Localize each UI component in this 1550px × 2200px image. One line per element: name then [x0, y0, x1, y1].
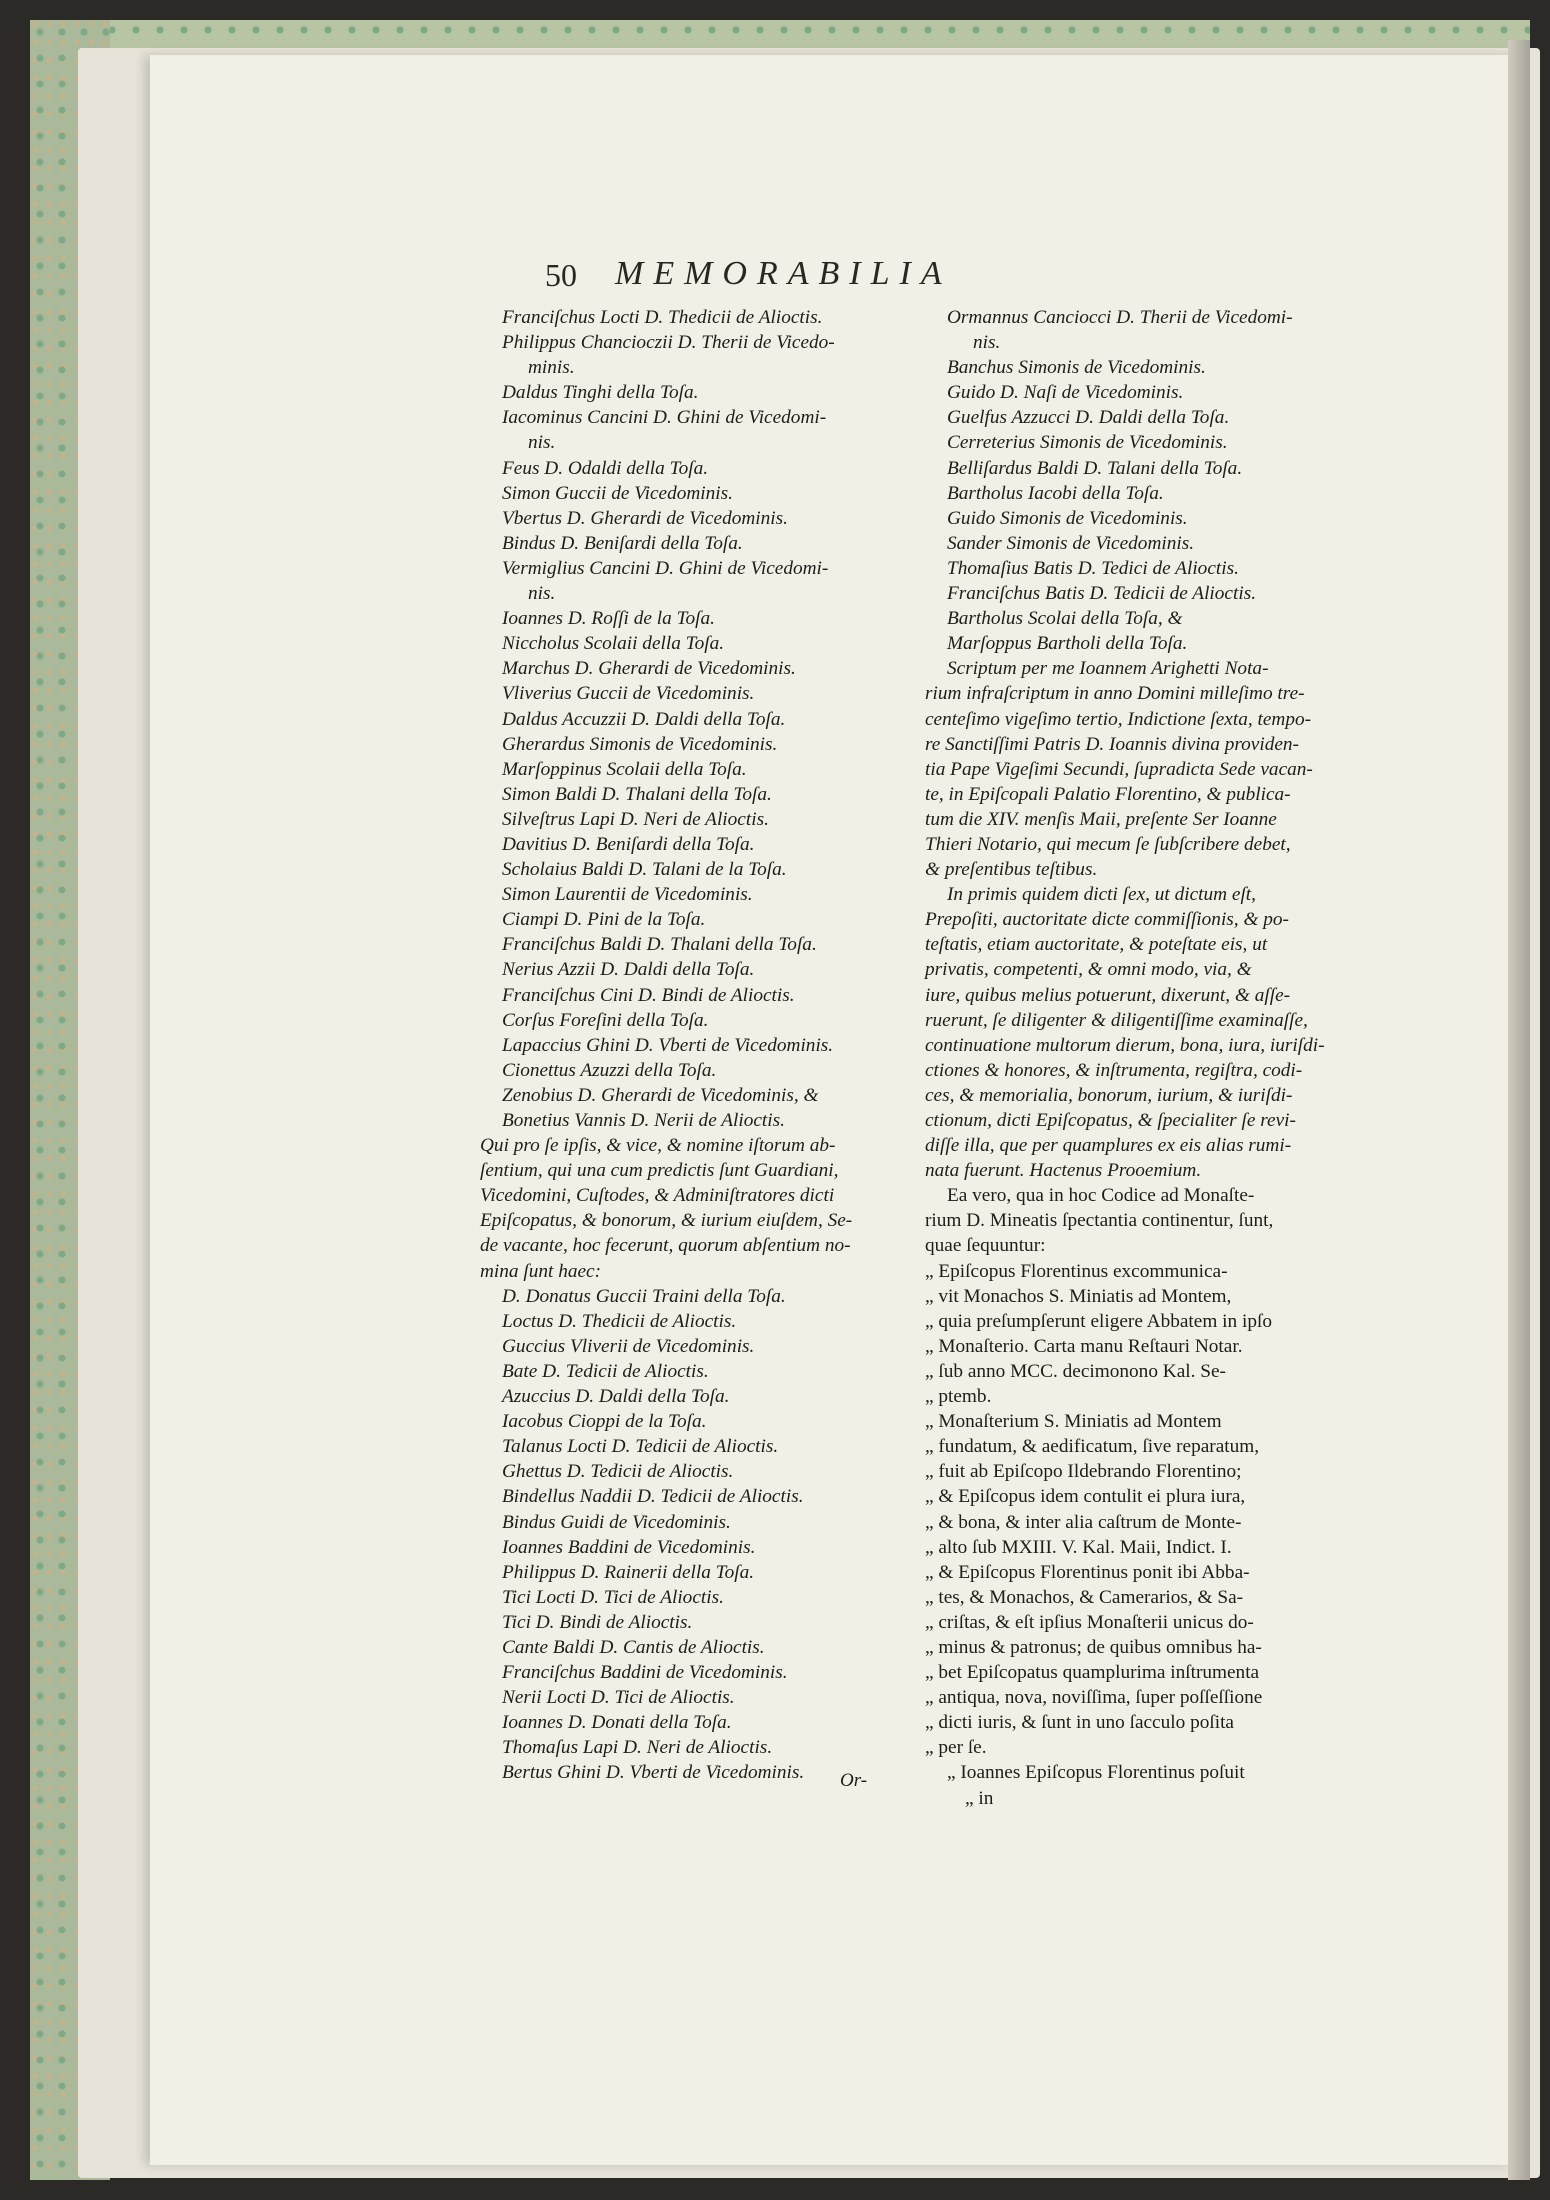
page-number: 50 [545, 257, 577, 293]
right-column-line: Ea vero, qua in hoc Codice ad Monaſte- [947, 1185, 1255, 1207]
left-column-line: Davitius D. Beniſardi della Toſa. [502, 833, 755, 855]
right-text-column [925, 305, 1403, 1811]
left-column-line: Lapaccius Ghini D. Vberti de Vicedominis. [502, 1034, 834, 1056]
right-column-line: & preſentibus teſtibus. [925, 859, 1098, 881]
right-column-line: „ fuit ab Epiſcopo Ildebrando Florentino; [925, 1461, 1242, 1483]
page-header [545, 255, 1145, 295]
left-column-line: Philippus D. Rainerii della Toſa. [502, 1561, 755, 1583]
left-column-line: Niccholus Scolaii della Toſa. [502, 633, 725, 655]
left-column-line: Feus D. Odaldi della Toſa. [502, 457, 709, 479]
left-column-line: Tici D. Bindi de Alioctis. [502, 1611, 693, 1633]
right-column-line: rium infraſcriptum in anno Domini milleſimo tre- [925, 683, 1305, 705]
left-column-line: Thomaſus Lapi D. Neri de Alioctis. [502, 1737, 773, 1759]
right-column-line: ctiones & honores, & inſtrumenta, regiſtra, codi- [925, 1059, 1303, 1081]
catchword: Or- [840, 1770, 868, 1791]
left-column-line: Philippus Chancioczii D. Therii de Vicedo- [502, 332, 835, 354]
running-title: MEMORABILIA [615, 255, 952, 292]
left-column-line: Bindus D. Beniſardi della Toſa. [502, 532, 743, 554]
left-column-line: Nerius Azzii D. Daldi della Toſa. [502, 959, 755, 981]
right-column-line: „ in [965, 1787, 994, 1809]
left-column-line: Franciſchus Baldi D. Thalani della Toſa. [502, 934, 817, 956]
right-column-line: diſſe illa, que per quamplures ex eis alias rumi- [925, 1135, 1292, 1157]
left-column-line: Scholaius Baldi D. Talani de la Toſa. [502, 859, 787, 881]
right-column-line: „ criſtas, & eſt ipſius Monaſterii unicus do- [925, 1611, 1254, 1633]
right-column-line: nis. [973, 332, 1001, 354]
right-column-line: Guelfus Azzucci D. Daldi della Toſa. [947, 407, 1230, 429]
right-column-line: ctionum, dicti Epiſcopatus, & ſpecialiter ſe revi- [925, 1110, 1296, 1131]
right-column-line: „ Monaſterio. Carta manu Reſtauri Notar. [925, 1335, 1243, 1357]
left-column-line: Franciſchus Locti D. Thedicii de Alioctis. [502, 307, 823, 328]
right-column-line: Bartholus Iacobi della Toſa. [947, 482, 1164, 504]
left-column-line: Bonetius Vannis D. Nerii de Alioctis. [502, 1110, 785, 1131]
right-column-line: Cerreterius Simonis de Vicedominis. [947, 432, 1228, 454]
right-column-line: Belliſardus Baldi D. Talani della Toſa. [947, 457, 1243, 479]
left-column-line: Simon Guccii de Vicedominis. [502, 482, 733, 504]
left-column-line: Bate D. Tedicii de Alioctis. [502, 1360, 709, 1382]
left-column-line: de vacante, hoc fecerunt, quorum abſentium no- [480, 1235, 851, 1257]
right-column-line: Guido Simonis de Vicedominis. [947, 507, 1188, 529]
right-column-line: Guido D. Naſi de Vicedominis. [947, 382, 1184, 404]
left-column-line: Qui pro ſe ipſis, & vice, & nomine iſtorum ab- [480, 1135, 836, 1157]
left-column-line: Guccius Vliverii de Vicedominis. [502, 1335, 755, 1357]
left-column-line: Azuccius D. Daldi della Toſa. [502, 1386, 730, 1408]
left-column-line: Ioannes D. Roſſi de la Toſa. [502, 608, 715, 630]
right-column-line: iure, quibus melius potuerunt, dixerunt, & aſſe- [925, 984, 1291, 1006]
right-column-line: tia Pape Vigeſimi Secundi, ſupradicta Sede vacan- [925, 758, 1313, 780]
right-column-line: In primis quidem dicti ſex, ut dictum eſt, [947, 884, 1256, 906]
right-column-line: Thomaſius Batis D. Tedici de Alioctis. [947, 557, 1239, 579]
right-column-line: „ Monaſterium S. Miniatis ad Montem [925, 1411, 1222, 1433]
right-column-line: „ Epiſcopus Florentinus excommunica- [925, 1260, 1228, 1282]
left-column-line: Marſoppinus Scolaii della Toſa. [502, 758, 747, 780]
right-column-line: „ antiqua, nova, noviſſima, ſuper poſſeſſione [925, 1687, 1263, 1709]
left-column-line: Silveſtrus Lapi D. Neri de Alioctis. [502, 808, 769, 830]
right-column-line: „ dicti iuris, & ſunt in uno ſacculo poſita [925, 1712, 1234, 1734]
left-column-line: Bindellus Naddii D. Tedicii de Alioctis. [502, 1486, 804, 1508]
right-column-line: „ & Epiſcopus Florentinus ponit ibi Abba- [925, 1561, 1250, 1583]
right-column-line: Marſoppus Bartholi della Toſa. [947, 633, 1188, 655]
right-column-line: re Sanctiſſimi Patris D. Ioannis divina providen- [925, 733, 1299, 755]
left-column-line: Simon Laurentii de Vicedominis. [502, 884, 753, 906]
right-column-line: „ Ioannes Epiſcopus Florentinus poſuit [947, 1762, 1245, 1784]
left-column-line: Simon Baldi D. Thalani della Toſa. [502, 783, 772, 805]
right-column-line: Franciſchus Batis D. Tedicii de Alioctis. [947, 583, 1257, 605]
left-column-line: Vicedomini, Cuſtodes, & Adminiſtratores dicti [480, 1185, 835, 1207]
left-column-line: Ghettus D. Tedicii de Alioctis. [502, 1461, 734, 1483]
page-gutter-right [1508, 40, 1530, 2180]
left-column-line: minis. [528, 357, 575, 379]
right-column-line: Prepoſiti, auctoritate dicte commiſſionis, & po- [925, 909, 1289, 931]
left-column-line: Daldus Tinghi della Toſa. [502, 382, 699, 404]
right-column-line: quae ſequuntur: [925, 1235, 1046, 1257]
left-column-line: Daldus Accuzzii D. Daldi della Toſa. [502, 708, 786, 730]
right-column-line: „ per ſe. [925, 1737, 987, 1759]
right-column-line: continuatione multorum dierum, bona, iura, iuriſdi- [925, 1034, 1325, 1056]
left-column-line: Ioannes Baddini de Vicedominis. [502, 1536, 756, 1558]
left-column-line: Ciampi D. Pini de la Toſa. [502, 909, 706, 931]
left-column-line: Cante Baldi D. Cantis de Alioctis. [502, 1636, 765, 1658]
left-column-line: Vermiglius Cancini D. Ghini de Vicedomi- [502, 557, 829, 579]
right-column-line: tum die XIV. menſis Maii, preſente Ser Ioanne [925, 808, 1277, 830]
left-column-line: nis. [528, 432, 556, 454]
left-column-line: Iacobus Cioppi de la Toſa. [502, 1411, 707, 1433]
right-column-line: rium D. Mineatis ſpectantia continentur, ſunt, [925, 1210, 1274, 1232]
left-column-line: nis. [528, 583, 556, 605]
right-column-line: te, in Epiſcopali Palatio Florentino, & publica- [925, 783, 1291, 805]
right-column-line: „ fundatum, & aedificatum, ſive reparatum, [925, 1436, 1260, 1458]
right-column-line: Sander Simonis de Vicedominis. [947, 532, 1195, 554]
right-column-line: „ & bona, & inter alia caſtrum de Monte- [925, 1511, 1242, 1533]
right-column-line: „ bet Epiſcopatus quamplurima inſtrumenta [925, 1662, 1260, 1684]
left-column-line: Vbertus D. Gherardi de Vicedominis. [502, 507, 788, 529]
right-column-line: centeſimo vigeſimo tertio, Indictione ſexta, tempo- [925, 708, 1312, 730]
right-column-line: „ vit Monachos S. Miniatis ad Montem, [925, 1285, 1232, 1307]
left-column-line: Vliverius Guccii de Vicedominis. [502, 683, 755, 705]
right-column-line: „ quia preſumpſerunt eligere Abbatem in ipſo [925, 1310, 1272, 1332]
right-column-line: Bartholus Scolai della Toſa, & [947, 608, 1183, 630]
right-column-line: ruerunt, ſe diligenter & diligentiſſime examinaſſe, [925, 1009, 1308, 1031]
left-column-line: ſentium, qui una cum predictis ſunt Guardiani, [480, 1160, 839, 1182]
left-column-line: Zenobius D. Gherardi de Vicedominis, & [502, 1084, 819, 1106]
right-column-line: „ & Epiſcopus idem contulit ei plura iura, [925, 1486, 1246, 1508]
left-column-line: Corſus Foreſini della Toſa. [502, 1009, 709, 1031]
right-column-line: „ ptemb. [925, 1386, 992, 1408]
left-column-line: Bindus Guidi de Vicedominis. [502, 1511, 731, 1533]
right-column-line: teſtatis, etiam auctoritate, & poteſtate eis, ut [925, 934, 1268, 956]
left-column-line: D. Donatus Guccii Traini della Toſa. [502, 1285, 786, 1307]
left-column-line: Ioannes D. Donati della Toſa. [502, 1712, 732, 1734]
right-column-line: „ ſub anno MCC. decimonono Kal. Se- [925, 1360, 1226, 1382]
left-column-line: Gherardus Simonis de Vicedominis. [502, 733, 778, 755]
left-column-line: Bertus Ghini D. Vberti de Vicedominis. [502, 1762, 805, 1784]
left-column-line: Talanus Locti D. Tedicii de Alioctis. [502, 1436, 779, 1458]
right-column-line: „ tes, & Monachos, & Camerarios, & Sa- [925, 1586, 1244, 1608]
right-column-line: Banchus Simonis de Vicedominis. [947, 357, 1206, 379]
right-column-line: Ormannus Canciocci D. Therii de Vicedomi- [947, 307, 1293, 328]
left-column-line: Loctus D. Thedicii de Alioctis. [502, 1310, 737, 1332]
right-column-line: nata fuerunt. Hactenus Prooemium. [925, 1160, 1202, 1182]
left-column-line: Marchus D. Gherardi de Vicedominis. [502, 658, 796, 680]
left-column-line: mina ſunt haec: [480, 1260, 602, 1282]
right-column-line: Scriptum per me Ioannem Arighetti Nota- [947, 658, 1269, 680]
left-column-line: Epiſcopatus, & bonorum, & iurium eiuſdem, Se- [480, 1210, 853, 1232]
left-column-line: Tici Locti D. Tici de Alioctis. [502, 1586, 724, 1608]
right-column-line: „ alto ſub MXIII. V. Kal. Maii, Indict. I. [925, 1536, 1232, 1558]
left-column-line: Franciſchus Baddini de Vicedominis. [502, 1662, 788, 1684]
right-column-line: ces, & memorialia, bonorum, iurium, & iuriſdi- [925, 1084, 1293, 1106]
right-column-line: Thieri Notario, qui mecum ſe ſubſcribere debet, [925, 833, 1291, 855]
left-column-line: Iacominus Cancini D. Ghini de Vicedomi- [502, 407, 827, 429]
right-column-line: „ minus & patronus; de quibus omnibus ha- [925, 1636, 1262, 1658]
right-column-line: privatis, competenti, & omni modo, via, & [925, 959, 1252, 981]
left-column-line: Franciſchus Cini D. Bindi de Alioctis. [502, 984, 795, 1006]
left-column-line: Cionettus Azuzzi della Toſa. [502, 1059, 717, 1081]
left-text-column [480, 305, 915, 1786]
left-column-line: Nerii Locti D. Tici de Alioctis. [502, 1687, 735, 1709]
